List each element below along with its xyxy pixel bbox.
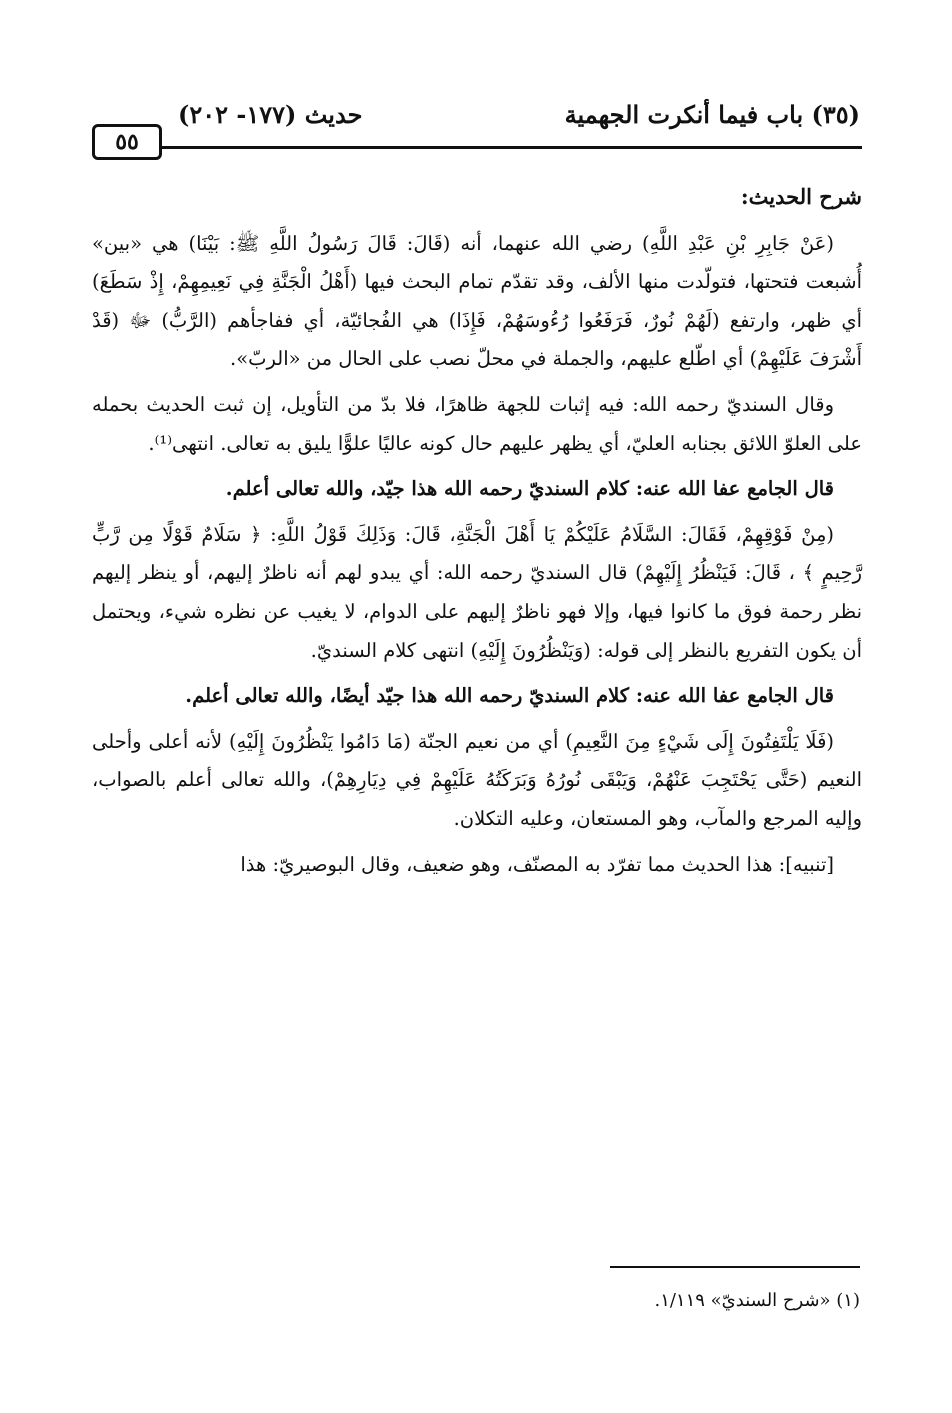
paragraph-hadith-explanation: (عَنْ جَابِرِ بْنِ عَبْدِ اللَّهِ) رضي الله عنهما، أنه (قَالَ: قَالَ رَسُولُ اللَّهِ ﷺ: بَيْنَا) هي «بين» أُشبعت فتحتها، فتولّدت منها الألف، وقد تقدّم تمام البحث فيها (أَهْلُ الْجَنَّةِ فِي نَعِيمِهِمْ، إِذْ سَطَعَ) أي ظهر، وارتفع (لَهُمْ نُورٌ، فَرَفَعُوا رُءُوسَهُمْ، فَإِذَا) هي الفُجائيّة، أي ففاجأهم (الرَّبُّ) ﷻ (قَدْ أَشْرَفَ عَلَيْهِمْ) أي اطّلع عليهم، والجملة في محلّ نصب على الحال من «الربّ». (92, 231, 862, 371)
header-rule (162, 146, 862, 149)
paragraph-compiler-note-2: قال الجامع عفا الله عنه: كلام السنديّ رحمه الله هذا جيّد أيضًا، والله تعالى أعلم. (185, 684, 834, 708)
paragraph-compiler-note-1: قال الجامع عفا الله عنه: كلام السنديّ رحمه الله هذا جيّد، والله تعالى أعلم. (225, 477, 834, 501)
footnote-rule (610, 1266, 860, 1268)
paragraph-from-above: (مِنْ فَوْقِهِمْ، فَقَالَ: السَّلَامُ عَلَيْكُمْ يَا أَهْلَ الْجَنَّةِ، قَالَ: وَذَلِكَ قَوْلُ اللَّهِ: ﴿ سَلَامٌ قَوْلًا مِن رَّبٍّ رَّحِيمٍ ﴾ ، قَالَ: فَيَنْظُرُ إِلَيْهِمْ) قال السنديّ رحمه الله: أي يبدو لهم أنه ناظرٌ إليهم، أو ينظر إليهم نظر رحمة فوق ما كانوا فيها، وإلا فهو ناظرٌ إليهم على الدوام، لا يغيب عن نظره شيء، ويحتمل أن يكون التفريع بالنظر إلى قوله: (وَيَنْظُرُونَ إِلَيْهِ) انتهى كلام السنديّ. (92, 522, 862, 662)
chapter-heading: (٣٥) باب فيما أنكرت الجهمية (564, 100, 860, 129)
paragraph-notice: [تنبيه]: هذا الحديث مما تفرّد به المصنّف، وهو ضعيف، وقال البوصيريّ: هذا (240, 852, 834, 876)
footnote: (١) «شرح السنديّ» ١/١١٩. (654, 1290, 860, 1311)
hadith-range-heading: حديث (١٧٧- ٢٠٢) (178, 100, 363, 129)
section-title: شرح الحديث: (740, 184, 862, 209)
page-number: ٥٥ (92, 124, 162, 160)
paragraph-not-turning: (فَلَا يَلْتَفِتُونَ إِلَى شَيْءٍ مِنَ النَّعِيمِ) أي من نعيم الجنّة (مَا دَامُوا يَنْظُرُونَ إِلَيْهِ) لأنه أعلى وأحلى النعيم (حَتَّى يَحْتَجِبَ عَنْهُمْ، وَيَبْقَى نُورُهُ وَبَرَكَتُهُ عَلَيْهِمْ فِي دِيَارِهِمْ)، والله تعالى أعلم بالصواب، وإليه المرجع والمآب، وهو المستعان، وعليه التكلان. (92, 729, 862, 830)
main-text (92, 178, 862, 891)
paragraph-sindi-comment: وقال السنديّ رحمه الله: فيه إثبات للجهة ظاهرًا، فلا بدّ من التأويل، إن ثبت الحديث بحمله على العلوّ اللائق بجنابه العليّ، أي يظهر عليهم حال كونه عاليًا علوًّا يليق به تعالى. انتهى⁽¹⁾. (92, 392, 862, 455)
